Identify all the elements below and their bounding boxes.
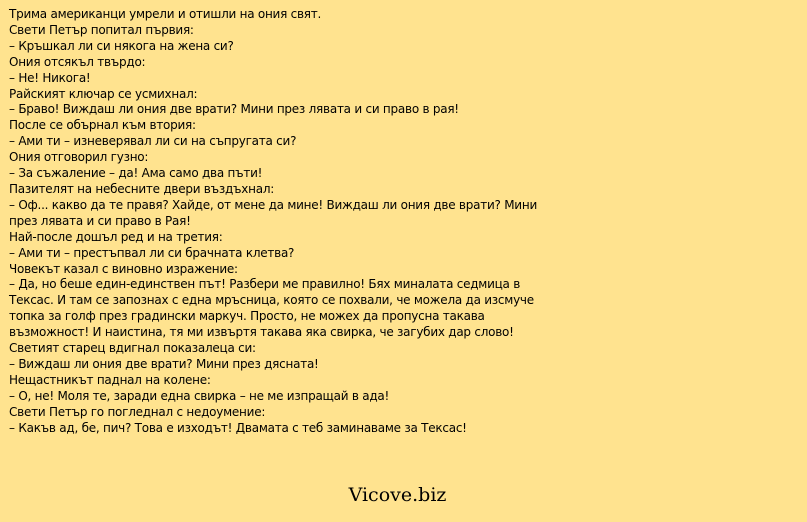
joke-line: Свети Петър го погледнал с недоумение: <box>9 404 266 419</box>
joke-line: през лявата и си право в Рая! <box>9 213 191 228</box>
joke-line: – Оф... какво да те правя? Хайде, от мене да мине! Виждаш ли ония две врати? Мини <box>9 197 537 212</box>
joke-line: – Какъв ад, бе, пич? Това е изходът! Двамата с теб заминаваме за Тексас! <box>9 420 467 435</box>
joke-line: – Ами ти – изневерявал ли си на съпругата си? <box>9 134 297 149</box>
joke-line: – Да, но беше един-единствен път! Разбери ме правилно! Бях миналата седмица в <box>9 277 521 292</box>
joke-line: – О, не! Моля те, заради една свирка – не ме изпращай в ада! <box>9 388 390 403</box>
joke-line: – За съжаление – да! Ама само два пъти! <box>9 166 263 181</box>
joke-line: Светият старец вдигнал показалеца си: <box>9 341 256 356</box>
joke-line: После се обърнал към втория: <box>9 118 196 133</box>
joke-line: Пазителят на небесните двери въздъхнал: <box>9 181 275 196</box>
joke-line: Нещастникът паднал на колене: <box>9 372 211 387</box>
joke-line: – Кръшкал ли си някога на жена си? <box>9 38 234 53</box>
joke-line: – Браво! Виждаш ли ония две врати? Мини през лявата и си право в рая! <box>9 102 459 117</box>
site-watermark: Vicove.biz <box>348 484 447 506</box>
joke-line: Ония отговорил гузно: <box>9 150 149 165</box>
joke-line: Ония отсякъл твърдо: <box>9 54 146 69</box>
joke-line: възможност! И наистина, тя ми извъртя такава яка свирка, че загубих дар слово! <box>9 325 514 340</box>
joke-line: Райският ключар се усмихнал: <box>9 86 198 101</box>
joke-line: – Не! Никога! <box>9 70 91 85</box>
joke-line: Най-после дошъл ред и на третия: <box>9 229 223 244</box>
joke-line: – Ами ти – престъпвал ли си брачната клетва? <box>9 245 295 260</box>
joke-line: – Виждаш ли ония две врати? Мини през дясната! <box>9 356 319 371</box>
joke-text <box>9 7 589 436</box>
joke-line: Човекът казал с виновно изражение: <box>9 261 238 276</box>
joke-line: Трима американци умрели и отишли на ония свят. <box>9 7 322 21</box>
joke-line: Свети Петър попитал първия: <box>9 22 194 37</box>
joke-line: топка за голф през градински маркуч. Просто, не можех да пропусна такава <box>9 309 485 324</box>
joke-line: Тексас. И там се запознах с една мръсница, която се похвали, че можела да изсмуче <box>9 293 534 308</box>
